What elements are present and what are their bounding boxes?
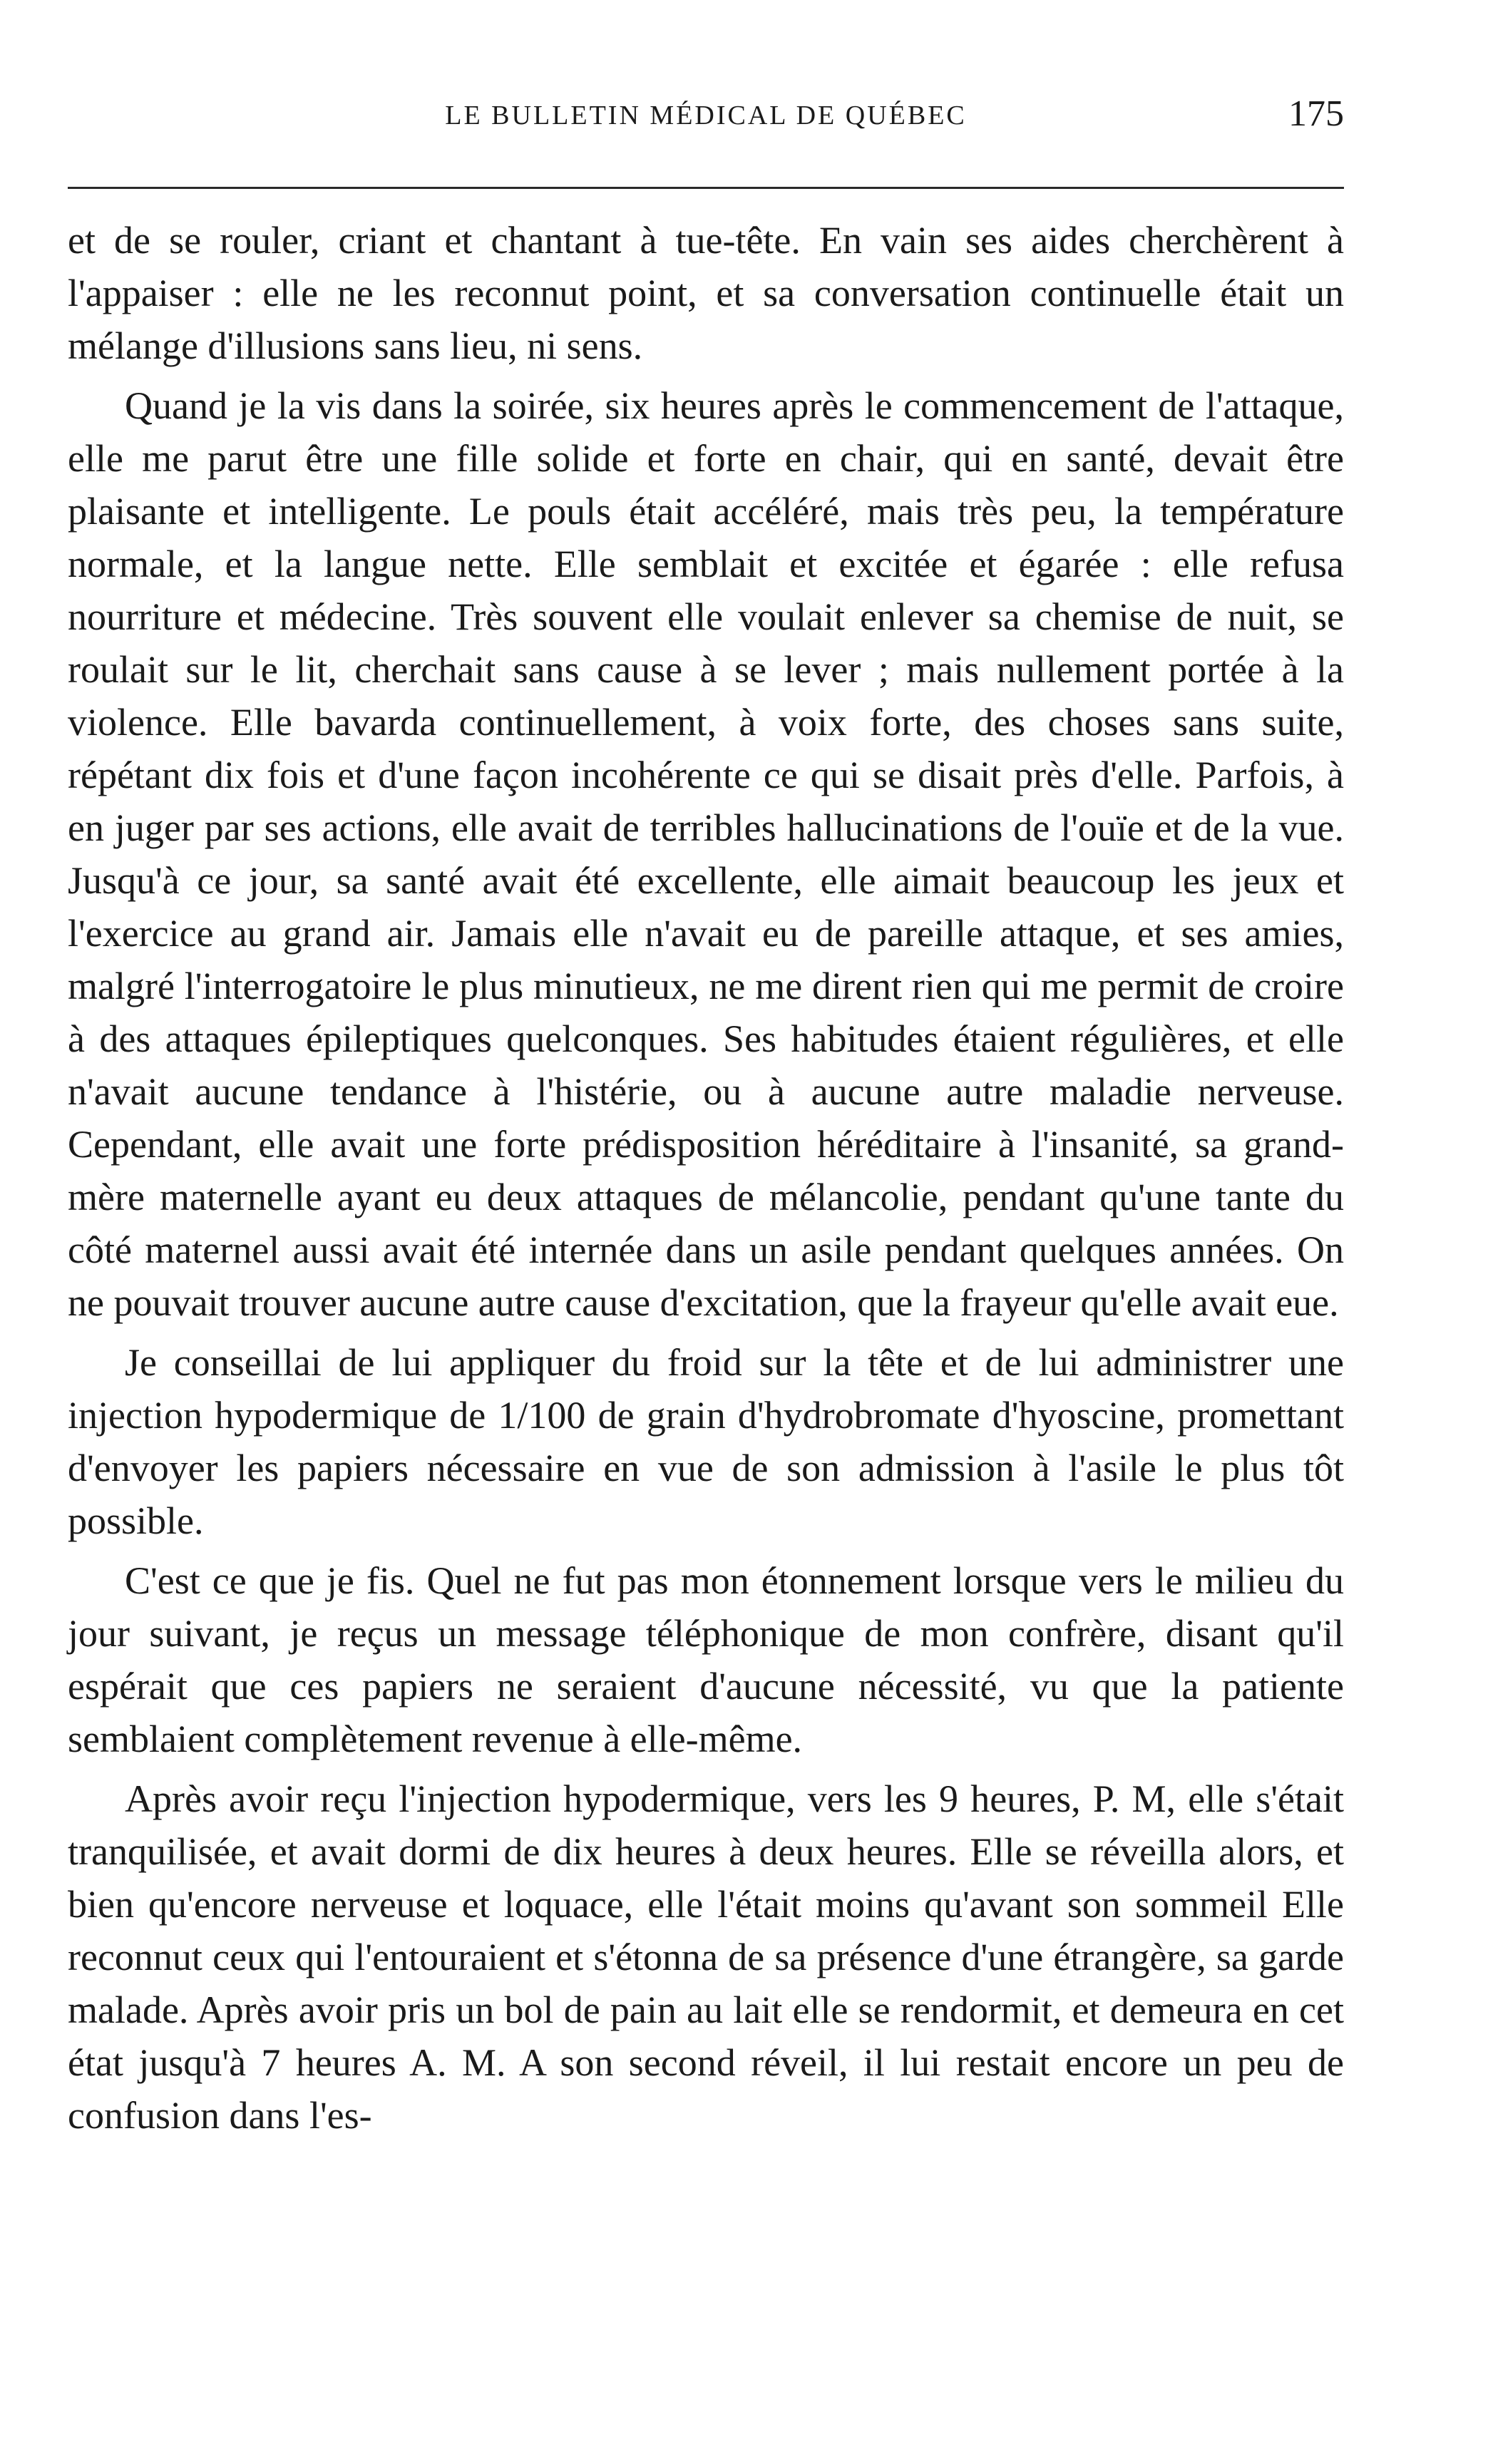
- document-page: [68, 0, 1344, 2464]
- paragraph: Après avoir reçu l'injection hypodermique, vers les 9 heures, P. M, elle s'était tranquilisée, et avait dormi de dix heures à deux heures. Elle se réveilla alors, et bien qu'encore nerveuse et loquace, elle l'était moins qu'avant son sommeil Elle reconnut ceux qui l'entouraient et s'étonna de sa présence d'une étrangère, sa garde malade. Après avoir pris un bol de pain au lait elle se rendormit, et demeura en cet état jusqu'à 7 heures A. M. A son second réveil, il lui restait encore un peu de confusion dans l'es-: [68, 1777, 1344, 2137]
- running-title: LE BULLETIN MÉDICAL DE QUÉBEC: [445, 101, 967, 130]
- body-text: [68, 214, 1344, 2142]
- paragraph-continuation: et de se rouler, criant et chantant à tue-tête. En vain ses aides cherchèrent à l'appaiser : elle ne les reconnut point, et sa conversation continuelle était un mélange d'illusions sans lieu, ni sens.: [68, 219, 1344, 367]
- paragraph: C'est ce que je fis. Quel ne fut pas mon étonnement lorsque vers le milieu du jour suivant, je reçus un message téléphonique de mon confrère, disant qu'il espérait que ces papiers ne seraient d'aucune nécessité, vu que la patiente semblaient complètement revenue à elle-même.: [68, 1559, 1344, 1760]
- header-rule: [68, 187, 1344, 189]
- paragraph: Quand je la vis dans la soirée, six heures après le commencement de l'attaque, elle me parut être une fille solide et forte en chair, qui en santé, devait être plaisante et intelligente. Le pouls était accéléré, mais très peu, la température normale, et la langue nette. Elle semblait et excitée et égarée : elle refusa nourriture et médecine. Très souvent elle voulait enlever sa chemise de nuit, se roulait sur le lit, cherchait sans cause à se lever ; mais nullement portée à la violence. Elle bavarda continuellement, à voix forte, des choses sans suite, répétant dix fois et d'une façon incohérente ce qui se disait près d'elle. Parfois, à en juger par ses actions, elle avait de terribles hallucinations de l'ouïe et de la vue. Jusqu'à ce jour, sa santé avait été excellente, elle aimait beaucoup les jeux et l'exercice au grand air. Jamais elle n'avait eu de pareille attaque, et ses amies, malgré l'interrogatoire le plus minutieux, ne me dirent rien qui me permit de croire à des attaques épileptiques quelconques. Ses habitudes étaient régulières, et elle n'avait aucune tendance à l'histérie, ou à aucune autre maladie nerveuse. Cependant, elle avait une forte prédisposition héréditaire à l'insanité, sa grand-mère maternelle ayant eu deux attaques de mélancolie, pendant qu'une tante du côté maternel aussi avait été internée dans un asile pendant quelques années. On ne pouvait trouver aucune autre cause d'excitation, que la frayeur qu'elle avait eue.: [68, 384, 1344, 1324]
- paragraph: Je conseillai de lui appliquer du froid sur la tête et de lui administrer une injection hypodermique de 1/100 de grain d'hydrobromate d'hyoscine, promettant d'envoyer les papiers nécessaire en vue de son admission à l'asile le plus tôt possible.: [68, 1341, 1344, 1542]
- running-head: [68, 93, 1344, 150]
- page-number: 175: [1288, 93, 1344, 134]
